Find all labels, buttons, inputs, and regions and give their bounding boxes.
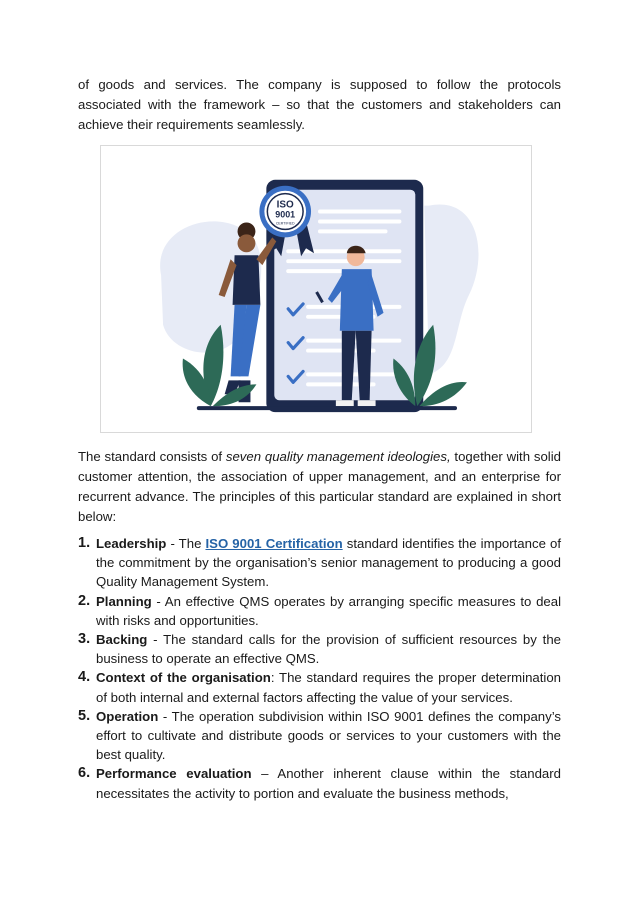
illustration-svg	[101, 146, 531, 432]
list-number: 2.	[78, 592, 91, 609]
badge-text-top: ISO	[276, 199, 294, 211]
principles-list	[78, 534, 561, 803]
principle-text-pre: - The	[166, 536, 206, 551]
list-item	[78, 707, 561, 765]
principle-text: – Another inherent clause within the standard necessitates the activity to portion and evaluate the business methods,	[96, 766, 561, 801]
list-item	[78, 630, 561, 668]
principle-text: - The standard calls for the provision of sufficient resources by the business to operate an effective QMS.	[96, 632, 561, 667]
list-item	[78, 592, 561, 630]
principle-term: Operation	[96, 708, 159, 724]
badge-text-bottom: CERTIFIED	[275, 221, 295, 226]
iso-9001-certification-link[interactable]: ISO 9001 Certification	[205, 536, 343, 551]
principle-text: : The standard requires the proper determination of both internal and external factors affecting the value of your services.	[96, 670, 561, 705]
principle-text: standard identifies the importance of the commitment by the organisation’s senior management to producing a good Quality Management System.	[96, 536, 561, 590]
principle-term: Leadership	[96, 536, 167, 551]
list-item	[78, 764, 561, 802]
badge-text-mid: 9001	[275, 209, 296, 220]
list-number: 5.	[78, 707, 91, 724]
principle-term: Backing	[96, 632, 148, 648]
standard-paragraph-emphasis: seven quality management ideologies,	[225, 449, 451, 464]
list-number: 1.	[78, 535, 91, 551]
principle-text: - An effective QMS operates by arranging specific measures to deal with risks and opportunities.	[96, 593, 561, 628]
standard-paragraph	[78, 447, 561, 527]
standard-paragraph-after: together with solid customer attention, the association of upper management, and an enterprise for recurrent advance. The principles of this particular standard are explained in short below:	[78, 449, 561, 524]
iso-certification-illustration	[100, 145, 532, 433]
intro-paragraph: of goods and services. The company is supposed to follow the protocols associated with the framework – so that the customers and stakeholders can achieve their requirements seamlessly.	[78, 77, 561, 132]
standard-paragraph-before: The standard consists of	[78, 449, 226, 464]
principle-term: Planning	[96, 593, 152, 609]
list-number: 4.	[78, 669, 91, 686]
principle-term: Context of the organisation	[96, 670, 271, 686]
list-item	[78, 668, 561, 706]
list-item	[78, 534, 561, 592]
list-number: 3.	[78, 631, 91, 648]
principle-text: - The operation subdivision within ISO 9001 defines the company’s effort to cultivate and distribute goods or services to your customers with the best quality.	[96, 708, 561, 763]
principle-term: Performance evaluation	[96, 766, 252, 782]
list-number: 6.	[78, 765, 91, 782]
ground-line	[197, 406, 457, 410]
